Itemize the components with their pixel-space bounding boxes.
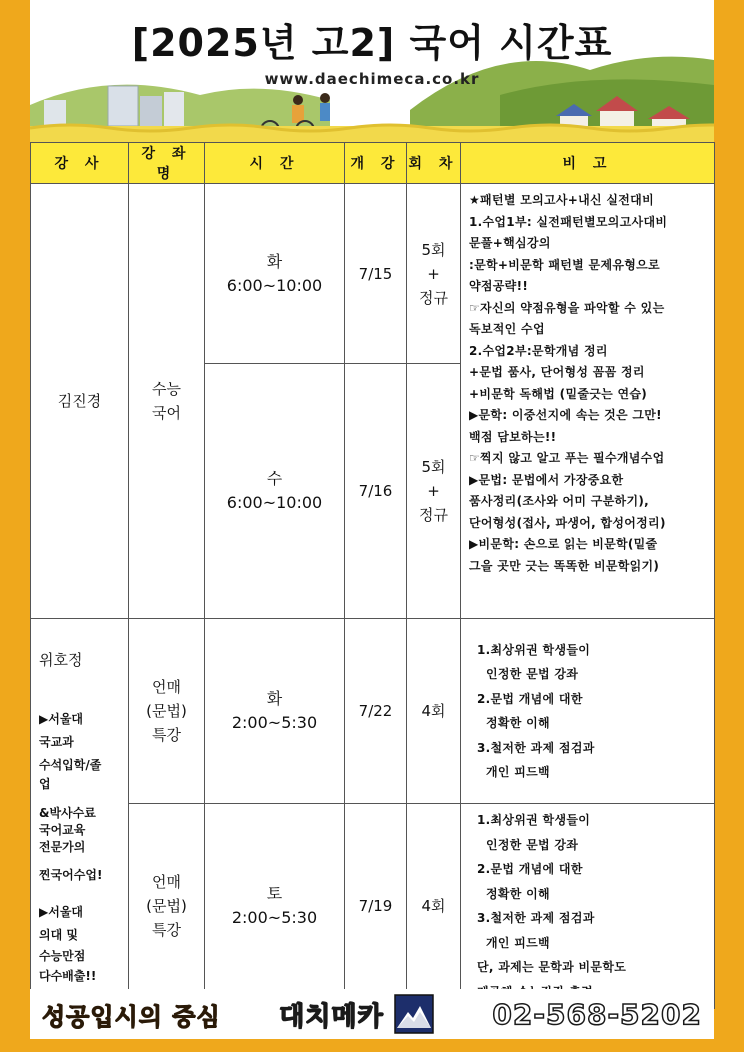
start-date: 7/16 — [345, 364, 407, 619]
class-day: 화 — [266, 689, 283, 708]
note-line: ▶문법: 문법에서 가장중요한 — [469, 472, 624, 487]
notes-cell — [461, 804, 715, 1009]
phone-number[interactable]: 02-568-5202 — [492, 997, 702, 1031]
sessions-regular: 정규 — [419, 288, 448, 307]
course-cell — [129, 619, 205, 804]
teacher-bio-line: 전문가의 — [39, 840, 86, 854]
note-line: 3.철저한 과제 점검과 — [477, 911, 595, 925]
note-line: 1.수업1부: 실전패턴별모의고사대비 — [469, 214, 668, 229]
teacher-name: 김진경 — [57, 392, 102, 410]
class-day: 수 — [266, 469, 283, 488]
note-line: ▶비문학: 손으로 읽는 비문학(밑줄 — [469, 537, 658, 551]
class-time: 2:00~5:30 — [231, 713, 318, 732]
teacher-bio-line: 찐국어수업! — [39, 868, 103, 882]
note-line: 인정한 문법 강좌 — [477, 837, 579, 852]
sessions-count: 5회 — [421, 458, 446, 476]
course-cell — [129, 804, 205, 1009]
note-line: +문법 품사, 단어형성 꼼꼼 정리 — [469, 365, 645, 379]
note-line: 1.최상위권 학생들이 — [477, 642, 591, 657]
teacher-bio-line: 업 — [39, 777, 51, 791]
sessions-count: 4회 — [407, 804, 461, 1009]
teacher-bio-line: &박사수료 — [39, 806, 96, 820]
note-line: 문풀+핵심강의 — [469, 236, 551, 250]
note-line: 2.문법 개념에 대한 — [477, 862, 583, 876]
note-line: 개인 피드백 — [477, 935, 550, 950]
teacher-bio-line: 수능만점 — [39, 949, 86, 963]
note-line: ★패턴별 모의고사+내신 실전대비 — [469, 193, 654, 207]
note-line: 2.수업2부:문학개념 정리 — [469, 343, 608, 358]
course-name-line: 수능 — [152, 380, 181, 398]
sessions-cell — [407, 364, 461, 619]
note-line: 품사정리(조사와 어미 구분하기), — [469, 494, 649, 508]
mountain-logo-icon — [394, 994, 434, 1034]
note-line: 단, 과제는 문학과 비문학도 — [477, 960, 627, 974]
website-url[interactable]: www.daechimeca.co.kr — [264, 70, 480, 88]
class-time: 6:00~10:00 — [226, 493, 323, 512]
note-line: ▶문학: 이중선지에 속는 것은 그만! — [469, 408, 662, 422]
class-day: 토 — [266, 884, 283, 903]
course-name-line: 특강 — [152, 921, 181, 939]
footer-banner — [30, 989, 714, 1039]
note-line: 1.최상위권 학생들이 — [477, 813, 591, 827]
footer-slogan: 성공입시의 중심 — [42, 1002, 221, 1031]
course-cell — [129, 184, 205, 619]
note-line: 개인 피드백 — [477, 765, 550, 779]
class-time: 6:00~10:00 — [226, 275, 323, 295]
course-name-line: 언매 — [152, 678, 181, 696]
header-teacher: 강 사 — [31, 143, 129, 184]
header-time: 시 간 — [205, 143, 345, 184]
brand-name: 대치메카 — [279, 1001, 384, 1032]
start-date: 7/22 — [345, 619, 407, 804]
class-day: 화 — [266, 251, 283, 271]
teacher-cell — [31, 619, 129, 1009]
course-name-line: 국어 — [152, 404, 181, 422]
notes-cell — [461, 619, 715, 804]
start-date: 7/19 — [345, 804, 407, 1009]
course-name-line: 특강 — [152, 726, 181, 744]
note-line: :문학+비문학 패턴별 문제유형으로 — [469, 257, 660, 272]
note-line: 2.문법 개념에 대한 — [477, 691, 583, 706]
time-cell — [205, 364, 345, 619]
header-course: 강 좌 명 — [129, 143, 205, 184]
header-start: 개 강 — [345, 143, 407, 184]
teacher-cell — [31, 184, 129, 619]
teacher-bio-line: 수석입학/졸 — [39, 758, 102, 772]
time-cell — [205, 804, 345, 1009]
time-cell — [205, 619, 345, 804]
course-name-line: (문법) — [146, 897, 187, 915]
sessions-regular: 정규 — [419, 506, 448, 524]
note-line: 단어형성(접사, 파생어, 합성어정리) — [469, 515, 666, 530]
note-line: 정확한 이해 — [477, 886, 550, 901]
header — [30, 0, 714, 142]
page-title: [2025년 고2] 국어 시간표 — [131, 21, 613, 65]
note-line: 약점공략!! — [469, 279, 529, 293]
sessions-count: 4회 — [407, 619, 461, 804]
course-name-line: (문법) — [146, 702, 187, 720]
table-row — [31, 804, 715, 1009]
table-row — [31, 619, 715, 804]
notes-cell — [461, 184, 715, 619]
teacher-bio-line: 국교과 — [39, 735, 74, 749]
header-notes: 비 고 — [461, 143, 715, 184]
sessions-count: 5회 — [421, 240, 446, 259]
note-line: 정확한 이해 — [477, 716, 550, 730]
class-time: 2:00~5:30 — [231, 908, 318, 927]
teacher-bio-line: ▶서울대 — [39, 905, 84, 919]
teacher-bio-line: 국어교육 — [39, 823, 86, 837]
sessions-plus: + — [427, 482, 440, 500]
note-line: 독보적인 수업 — [469, 322, 545, 336]
note-line: 그을 곳만 긋는 똑똑한 비문학읽기) — [469, 558, 660, 573]
note-line: 백점 담보하는!! — [469, 429, 557, 444]
teacher-bio-line: 의대 및 — [39, 928, 78, 942]
teacher-bio-line: 다수배출!! — [39, 969, 97, 983]
note-line: ☞찍지 않고 알고 푸는 필수개념수업 — [469, 451, 665, 465]
course-name-line: 언매 — [152, 873, 181, 891]
sessions-cell — [407, 184, 461, 364]
sessions-plus: + — [427, 264, 440, 283]
note-line: ☞자신의 약점유형을 파악할 수 있는 — [469, 300, 665, 315]
header-sessions: 회 차 — [407, 143, 461, 184]
table-row — [31, 184, 715, 364]
brand-group — [279, 994, 433, 1034]
time-cell — [205, 184, 345, 364]
teacher-name: 위호정 — [39, 651, 83, 669]
note-line: 3.철저한 과제 점검과 — [477, 740, 595, 755]
teacher-bio-line: ▶서울대 — [39, 712, 84, 726]
note-line: 인정한 문법 강좌 — [477, 667, 579, 681]
start-date: 7/15 — [345, 184, 407, 364]
table-header-row — [31, 143, 715, 184]
note-line: +비문학 독해법 (밑줄긋는 연습) — [469, 386, 648, 401]
timetable — [30, 142, 715, 1009]
